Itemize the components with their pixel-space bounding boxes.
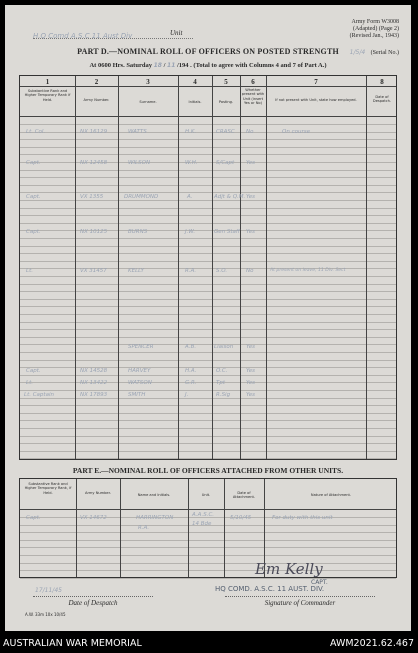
ruling-line — [20, 261, 396, 262]
serial-label: (Serial No.) — [370, 50, 399, 56]
ruling-line — [20, 344, 396, 345]
row-employment: At present on leave, 11 Div. Sect — [270, 268, 346, 273]
unit-label: Unit — [170, 29, 183, 37]
ruling-line — [20, 458, 396, 459]
col-3-number: 3 — [146, 78, 150, 86]
signature-of-commander-label: Signature of Commander — [225, 596, 375, 607]
row-present: Yes — [246, 380, 256, 386]
row-employment: On course — [282, 129, 310, 135]
row-initials: H.A. — [185, 368, 197, 374]
col-8-number: 8 — [380, 78, 384, 86]
ruling-line — [20, 390, 396, 391]
ruling-line — [20, 420, 396, 421]
unit-field — [33, 25, 193, 39]
row-present: Yes — [246, 229, 256, 235]
ruling-line — [20, 177, 396, 178]
e-col-5-header: Date of Attachment. — [232, 491, 256, 500]
row-initials: G.R. — [185, 380, 197, 386]
ruling-line — [20, 124, 396, 125]
row-rank: Capt. — [26, 368, 41, 374]
ruling-line — [20, 306, 396, 307]
stamp-rank: CAPT. — [311, 579, 328, 586]
row-present: No — [246, 268, 254, 274]
row-nature: For duty with this unit — [272, 515, 333, 521]
row-posting: O.C. — [216, 368, 228, 374]
part-d-subtitle: At 0600 Hrs. Saturday 18 / 11 /194 . (Total to agree with Columns 4 and 7 of Part A.) — [89, 62, 327, 69]
row-initials: J.W. — [185, 229, 196, 235]
row-rank: Lt. Col. — [26, 129, 46, 135]
row-rank: Capt. — [26, 194, 41, 200]
ruling-line — [20, 329, 396, 330]
unit-stamp — [215, 579, 328, 593]
col-4-number: 4 — [193, 78, 197, 86]
date-month: 11 — [167, 62, 176, 69]
row-army-number: NX 14528 — [80, 368, 108, 374]
ruling-line — [20, 337, 396, 338]
row-posting: S/Capt — [216, 160, 235, 166]
stamp-unit: HQ COMD. A.S.C. 11 AUST. DIV. — [215, 585, 325, 593]
col-5-number: 5 — [224, 78, 228, 86]
row-surname: WATTS — [128, 129, 147, 135]
col-1-header: Substantive Rank and Higher Temporary Rank if Held. — [24, 89, 71, 102]
col-8-header: Date of Despatch. — [372, 95, 392, 104]
col-2-header: Army Number. — [83, 98, 110, 102]
row-rank: Lt. — [26, 268, 33, 274]
form-line-2: (Adapted) (Page 2) — [353, 26, 399, 32]
row-present: Yes — [246, 344, 256, 350]
row-initials: J. — [185, 392, 189, 398]
row-unit: 14 Bde — [192, 521, 212, 527]
row-present: Yes — [246, 194, 256, 200]
row-posting: Gen Staff — [214, 229, 240, 235]
ruling-line — [20, 230, 396, 231]
ruling-line — [20, 147, 396, 148]
row-surname: WATSON — [128, 380, 152, 386]
ruling-line — [20, 436, 396, 437]
row-surname: SMITH — [128, 392, 146, 398]
ruling-line — [20, 375, 396, 376]
ruling-line — [20, 291, 396, 292]
ruling-line — [20, 154, 396, 155]
e-col-6-header: Nature of Attachment. — [310, 493, 352, 497]
row-surname: BURNS — [128, 229, 148, 235]
row-surname: SPENCER — [128, 344, 154, 350]
ruling-line — [20, 578, 396, 579]
serial-handwriting: 1/5/4 — [349, 49, 366, 56]
ruling-line — [20, 443, 396, 444]
col-5-header: Posting. — [218, 100, 234, 104]
col-2-number: 2 — [94, 78, 99, 86]
ruling-line — [20, 170, 396, 171]
printer-code: A.W. 33m 10x 10/45 — [25, 612, 66, 617]
ruling-line — [20, 367, 396, 368]
row-present: Yes — [246, 160, 256, 166]
col-6-number: 6 — [251, 78, 255, 86]
row-army-number: NX 12458 — [80, 160, 108, 166]
ruling-line — [20, 238, 396, 239]
row-army-number: VX 1355 — [80, 194, 104, 200]
row-initials: W.H. — [185, 160, 198, 166]
row-army-number: VX 31457 — [80, 268, 107, 274]
form-sheet — [5, 5, 411, 631]
unit-handwriting: H.Q Comd A.S.C 11 Aust Div — [33, 32, 133, 40]
ruling-line — [20, 276, 396, 277]
row-surname: KELLY — [128, 268, 145, 274]
ruling-line — [20, 192, 396, 193]
ruling-line — [20, 398, 396, 399]
col-7-number: 7 — [314, 78, 318, 86]
row-present: Yes — [246, 368, 256, 374]
row-surname: DRUMMOND — [124, 194, 159, 200]
row-army-number: VX 14672 — [80, 515, 107, 521]
row-surname: HARVEY — [128, 368, 151, 374]
row-name: R.A. — [138, 525, 150, 531]
archive-accession: AWM2021.62.467 — [329, 638, 414, 649]
col-3-header: Surname. — [139, 100, 157, 104]
ruling-line — [20, 253, 396, 254]
ruling-line — [20, 352, 396, 353]
col-1-number: 1 — [45, 78, 50, 86]
part-e-table — [19, 478, 397, 578]
row-army-number: NX 17893 — [80, 392, 108, 398]
row-present: No — [246, 129, 254, 135]
e-col-1-header: Substantive Rank and Higher Temporary Rank, if Held. — [24, 482, 72, 495]
archive-name: AUSTRALIAN WAR MEMORIAL — [3, 638, 142, 649]
row-rank: Lt. — [26, 380, 33, 386]
ruling-line — [20, 132, 396, 133]
form-line-1: Army Form W3008 — [351, 19, 399, 25]
ruling-line — [20, 200, 396, 201]
row-rank: Capt. — [26, 515, 41, 521]
ruling-line — [20, 413, 396, 414]
part-d-table — [19, 75, 397, 460]
ruling-line — [20, 162, 396, 163]
commander-signature: Em Kelly — [255, 560, 323, 578]
date-of-despatch-label: Date of Despatch — [33, 596, 153, 607]
row-posting: R.Sig — [216, 392, 231, 398]
col-4-header: Initials. — [188, 100, 202, 104]
ruling-line — [20, 299, 396, 300]
row-name: HARRINGTON — [136, 515, 174, 521]
part-e-title: PART E.—NOMINAL ROLL OF OFFICERS ATTACHED FROM OTHER UNITS. — [72, 466, 344, 475]
subtitle-suffix: /194 . (Total to agree with Columns 4 and 7 of Part A.) — [177, 62, 327, 69]
form-identifier — [289, 19, 399, 40]
part-d-title: PART D.—NOMINAL ROLL OF OFFICERS ON POSTED STRENGTH — [77, 47, 339, 56]
row-rank: Capt. — [26, 229, 41, 235]
row-posting: Liaison — [214, 344, 234, 350]
ruling-line — [20, 322, 396, 323]
ruling-line — [20, 314, 396, 315]
row-army-number: NX 10125 — [80, 229, 108, 235]
ruling-line — [20, 360, 396, 361]
ruling-line — [20, 139, 396, 140]
row-present: Yes — [246, 392, 256, 398]
col-6-header: Whether present with Unit (insert Yes or No) — [241, 88, 265, 106]
row-initials: A.B. — [185, 344, 197, 350]
row-initials: R.A. — [185, 268, 197, 274]
row-unit: A.A.S.C. — [192, 512, 215, 518]
row-surname: WILSON — [128, 160, 151, 166]
row-army-number: NX 13422 — [80, 380, 108, 386]
col-7-header: If not present with Unit, state how employed. — [275, 98, 357, 102]
row-initials: H.K. — [185, 129, 197, 135]
archive-bar — [0, 635, 418, 653]
ruling-line — [20, 208, 396, 209]
e-col-4-header: Unit. — [201, 493, 211, 497]
row-initials: A. — [187, 194, 193, 200]
e-col-3-header: Name and Initials. — [137, 493, 171, 497]
ruling-line — [20, 451, 396, 452]
ruling-line — [20, 428, 396, 429]
date-day: 18 — [153, 62, 162, 69]
ruling-line — [20, 284, 396, 285]
ruling-line — [20, 223, 396, 224]
row-posting: CRASC — [216, 129, 235, 135]
row-rank: Lt. Captain — [24, 392, 54, 398]
row-date: 5/10/45 — [230, 515, 252, 521]
ruling-line — [20, 215, 396, 216]
ruling-line — [20, 382, 396, 383]
row-army-number: NX 16129 — [80, 129, 108, 135]
ruling-line — [20, 405, 396, 406]
despatch-handwriting: 17/11/45 — [35, 587, 62, 594]
subtitle-prefix: At 0600 Hrs. Saturday — [89, 62, 152, 69]
row-posting: S.O. — [216, 268, 228, 274]
row-posting: Tpt — [216, 380, 226, 386]
ruling-line — [20, 246, 396, 247]
row-rank: Capt. — [26, 160, 41, 166]
ruling-line — [20, 185, 396, 186]
form-line-3: (Revised Jan., 1943) — [349, 33, 399, 39]
e-col-2-header: Army Number. — [85, 491, 111, 495]
row-posting: Adjt & Q.M. — [214, 194, 246, 200]
